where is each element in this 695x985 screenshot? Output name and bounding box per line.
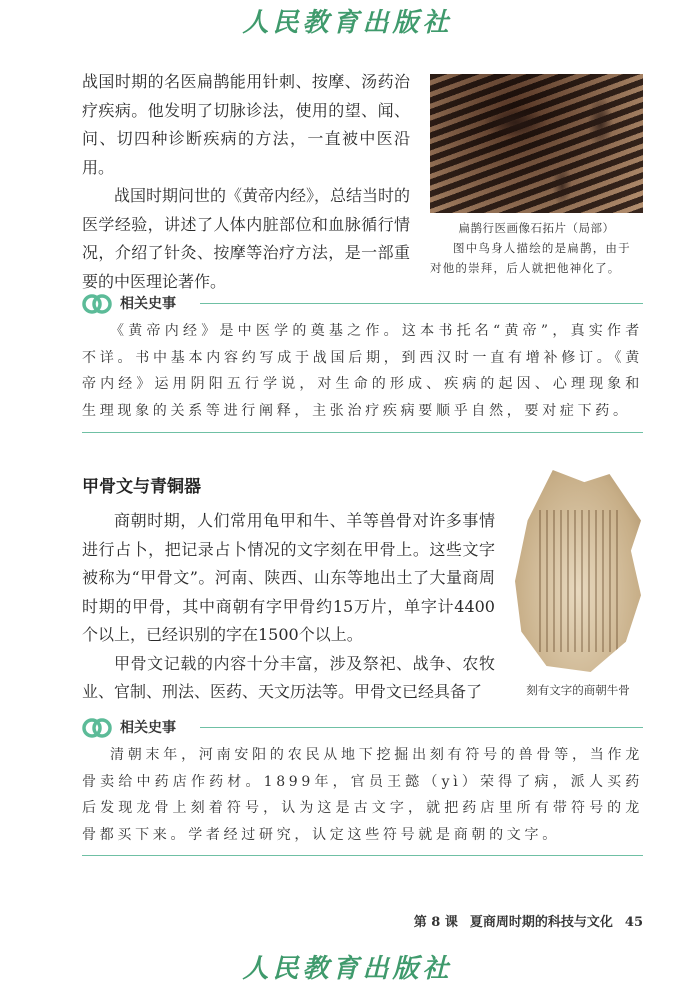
figure-caption: [430, 218, 643, 278]
paragraph: 商朝时期，人们常用龟甲和牛、羊等兽骨对许多事情进行占卜，把记录占卜情况的文字刻在甲骨上。这些文字被称为“甲骨文”。河南、陕西、山东等地出土了大量商周时期的甲骨，其中商朝有字甲骨约15万片，单字计4400个以上，已经识别的字在1500个以上。: [82, 511, 495, 644]
divider: [82, 855, 643, 856]
related-history-icon: [82, 291, 112, 317]
page-number: 45: [624, 915, 643, 930]
related-history-text: [82, 318, 643, 424]
divider: [200, 727, 643, 728]
paragraph: 甲骨文记载的内容十分丰富，涉及祭祀、战争、农牧业、官制、刑法、医药、天文历法等。甲骨文已经具备了: [82, 653, 495, 701]
paragraph: 战国时期问世的《黄帝内经》，总结当时的医学经验，讲述了人体内脏部位和血脉循行情况，介绍了针灸、按摩等治疗方法，是一部重要的中医理论著作。: [82, 186, 411, 291]
figure-note: 图中鸟身人描绘的是扁鹊，由于对他的崇拜，后人就把他神化了。: [430, 241, 631, 275]
figure-title: 扁鹊行医画像石拓片（局部）: [458, 221, 615, 235]
lesson-title: 夏商周时期的科技与文化: [469, 915, 613, 930]
publisher-logo-top: 人民教育出版社: [242, 8, 453, 38]
divider: [200, 303, 643, 304]
paragraph: 战国时期的名医扁鹊能用针刺、按摩、汤药治疗疾病。他发明了切脉诊法，使用的望、闻、问、切四种诊断疾病的方法，一直被中医沿用。: [82, 72, 410, 177]
related-history-icon: [82, 715, 112, 741]
publisher-logo-bottom: 人民教育出版社: [242, 954, 453, 984]
box-paragraph: 清朝末年，河南安阳的农民从地下挖掘出刻有符号的兽骨等，当作龙骨卖给中药店作药材。1899年，官员王懿（yì）荣得了病，派人买药后发现龙骨上刻着符号，认为这是古文字，就把药店里所有带符号的龙骨都买下来。学者经过研究，认定这些符号就是商朝的文字。: [82, 747, 643, 843]
related-history-header: [82, 715, 643, 745]
figure-caption: 刻有文字的商朝牛骨: [526, 683, 630, 697]
section2-text: [82, 507, 495, 707]
related-history-text: [82, 742, 643, 848]
box-title: 相关史事: [120, 720, 176, 736]
page-footer: [402, 911, 643, 930]
lesson-number: 第 8 课: [413, 915, 458, 930]
divider: [82, 432, 643, 433]
oracle-bone-image: [515, 470, 641, 672]
section1-text: [82, 68, 410, 296]
box-title: 相关史事: [120, 296, 176, 312]
section-heading: 甲骨文与青铜器: [82, 477, 201, 497]
box-paragraph: 《黄帝内经》是中医学的奠基之作。这本书托名“黄帝”，真实作者不详。书中基本内容约写成于战国后期，到西汉时一直有增补修订。《黄帝内经》运用阴阳五行学说，对生命的形成、疾病的起因、心理现象和生理现象的关系等进行阐释，主张治疗疾病要顺乎自然，要对症下药。: [82, 323, 643, 419]
related-history-header: [82, 291, 643, 321]
bianque-rubbing-image: [430, 74, 643, 213]
